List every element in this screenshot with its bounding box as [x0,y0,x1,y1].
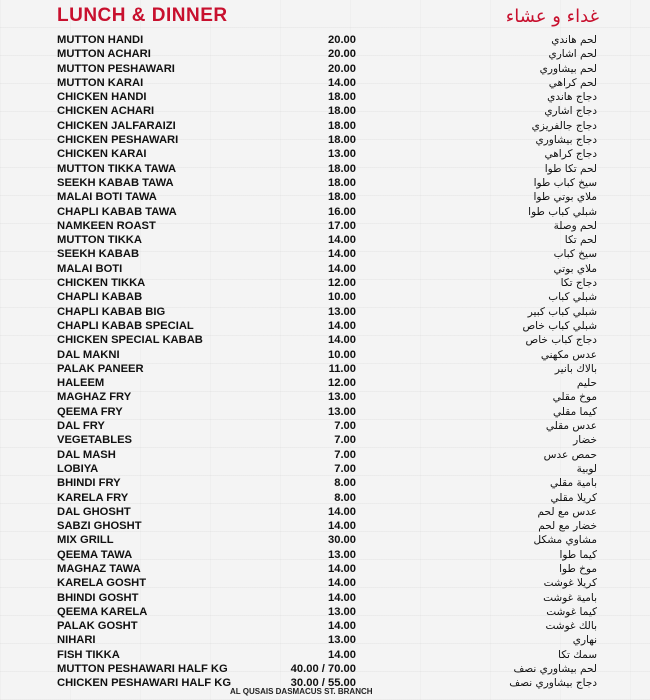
menu-item-name-ar: كيما غوشت [546,605,597,618]
menu-item-name-ar: شبلي كباب طوا [528,205,597,218]
menu-item-row [0,290,650,304]
menu-item-name-en: VEGETABLES [57,434,133,447]
menu-item-name-en: SABZI GHOSHT [57,520,142,533]
menu-item-price: 12.00 [328,377,356,390]
menu-item-row [0,619,650,633]
menu-item-price: 12.00 [328,277,356,290]
menu-item-row [0,605,650,619]
menu-item-price: 30.00 / 55.00 [290,677,356,690]
menu-item-price: 13.00 [328,605,356,618]
menu-item-price: 20.00 [328,34,356,46]
menu-item-name-en: DAL MASH [57,448,116,461]
menu-item-name-en: DAL FRY [57,420,105,433]
menu-item-name-en: MUTTON TIKKA TAWA [57,162,177,175]
menu-item-row [0,519,650,533]
menu-item-name-en: MALAI BOTI TAWA [57,191,157,204]
menu-item-row [0,348,650,362]
menu-item-row [0,591,650,605]
menu-item-name-ar: لوبية [576,462,597,475]
branch-footer: AL QUSAIS DASMACUS ST. BRANCH [230,687,373,696]
menu-item-row [0,476,650,490]
menu-item-row [0,448,650,462]
menu-item-price: 11.00 [328,362,356,375]
menu-item-name-ar: دجاج كباب خاص [525,334,597,347]
menu-item-name-ar: لحم بيشاوري [539,62,597,75]
menu-item-name-en: CHICKEN SPECIAL KABAB [57,334,203,347]
menu-item-name-en: CHAPLI KABAB BIG [57,305,166,318]
menu-item-row [0,333,650,347]
menu-item-name-en: MAGHAZ TAWA [57,562,141,575]
menu-item-name-en: KARELA GOSHT [57,577,147,590]
menu-item-name-ar: دجاج بيشاوري نصف [509,677,597,690]
menu-item-name-en: MIX GRILL [57,534,114,547]
menu-item-name-en: CHICKEN PESHAWARI [57,134,179,147]
menu-item-row [0,247,650,261]
menu-item-price: 13.00 [328,148,356,161]
menu-item-name-ar: دجاج جالفريزي [531,119,597,132]
menu-item-name-en: CHICKEN TIKKA [57,277,146,290]
menu-item-price: 18.00 [328,105,356,118]
menu-item-price: 14.00 [328,248,356,261]
menu-item-name-ar: شبلي كباب خاص [522,319,597,332]
menu-item-price: 13.00 [328,391,356,404]
menu-item-name-en: CHICKEN ACHARI [57,105,155,118]
menu-item-name-ar: لحم بيشاوري نصف [513,663,597,676]
menu-item-name-ar: مشاوي مشكل [533,534,597,547]
menu-item-price: 40.00 / 70.00 [290,663,356,676]
menu-item-name-ar: موخ مقلي [552,391,597,404]
menu-item-price: 13.00 [328,634,356,647]
menu-item-name-en: PALAK PANEER [57,362,144,375]
menu-item-price: 18.00 [328,91,356,104]
menu-item-name-en: HALEEM [57,377,105,390]
menu-item-name-ar: عدس مكهني [540,348,597,361]
menu-item-name-ar: بامية مقلي [549,477,597,490]
menu-item-name-en: MAGHAZ FRY [57,391,132,404]
menu-item-price: 18.00 [328,176,356,189]
menu-item-row [0,76,650,90]
menu-item-name-ar: لحم وصلة [553,219,597,232]
menu-item-name-en: LOBIYA [57,462,99,475]
menu-item-row [0,362,650,376]
menu-item-row [0,576,650,590]
menu-item-name-en: MUTTON ACHARI [57,48,151,61]
menu-item-name-en: QEEMA TAWA [57,548,133,561]
menu-item-name-en: CHICKEN PESHAWARI HALF KG [57,677,232,690]
menu-item-name-en: PALAK GOSHT [57,620,138,633]
menu-item-price: 14.00 [328,591,356,604]
menu-item-name-ar: بامية غوشت [543,591,597,604]
menu-item-name-en: FISH TIKKA [57,648,120,661]
menu-item-row [0,133,650,147]
menu-item-row [0,262,650,276]
menu-item-row [0,662,650,676]
menu-item-name-en: NIHARI [57,634,96,647]
menu-list [0,33,650,691]
menu-item-row [0,491,650,505]
menu-item-row [0,376,650,390]
menu-item-name-ar: شبلي كباب [548,291,597,304]
menu-item-name-ar: كيما طوا [559,548,597,561]
menu-item-row [0,233,650,247]
menu-item-name-ar: سيخ كباب طوا [533,176,597,189]
menu-item-price: 13.00 [328,548,356,561]
menu-item-price: 18.00 [328,119,356,132]
menu-item-price: 7.00 [334,434,356,447]
menu-item-name-ar: حليم [576,377,597,390]
menu-item-name-ar: عدس مقلي [545,420,597,433]
menu-item-name-en: BHINDI GOSHT [57,591,139,604]
menu-item-price: 14.00 [328,319,356,332]
menu-item-row [0,119,650,133]
menu-item-name-en: SEEKH KABAB [57,248,140,261]
menu-item-price: 18.00 [328,162,356,175]
menu-item-name-ar: لحم تكا [564,234,597,247]
menu-item-price: 8.00 [334,491,356,504]
menu-item-name-ar: عدس مع لحم [537,505,597,518]
menu-item-price: 30.00 [328,534,356,547]
menu-item-name-ar: شبلي كباب كبير [527,305,597,318]
menu-item-row [0,147,650,161]
menu-title-ar: غداء و عشاء [505,6,599,27]
menu-item-name-ar: بالك غوشت [545,620,597,633]
menu-item-name-ar: موخ طوا [559,562,597,575]
menu-item-price: 17.00 [328,219,356,232]
menu-item-price: 13.00 [328,405,356,418]
menu-item-row [0,319,650,333]
menu-item-name-ar: بالاك بانير [554,362,597,375]
menu-item-name-en: KARELA FRY [57,491,129,504]
menu-item-price: 14.00 [328,648,356,661]
menu-item-name-en: DAL MAKNI [57,348,120,361]
menu-item-name-en: MUTTON PESHAWARI HALF KG [57,663,228,676]
menu-title-en: LUNCH & DINNER [57,5,228,26]
menu-item-name-ar: نهاري [572,634,597,647]
menu-item-row [0,33,650,47]
menu-item-name-en: CHAPLI KABAB TAWA [57,205,177,218]
menu-item-name-en: CHICKEN HANDI [57,91,147,104]
menu-item-price: 14.00 [328,234,356,247]
menu-item-price: 20.00 [328,62,356,75]
menu-item-name-ar: لحم هاندي [551,34,597,46]
menu-item-row [0,505,650,519]
menu-item-row [0,176,650,190]
menu-item-price: 14.00 [328,262,356,275]
menu-item-row [0,562,650,576]
menu-item-name-en: MALAI BOTI [57,262,123,275]
menu-item-name-en: MUTTON KARAI [57,76,144,89]
menu-item-row [0,47,650,61]
menu-item-row [0,219,650,233]
menu-item-row [0,533,650,547]
menu-item-row [0,462,650,476]
menu-item-row [0,276,650,290]
menu-item-row [0,419,650,433]
menu-item-name-en: QEEMA KARELA [57,605,148,618]
menu-item-name-en: NAMKEEN ROAST [57,219,156,232]
menu-item-name-ar: خضار مع لحم [538,520,597,533]
menu-item-price: 14.00 [328,520,356,533]
menu-item-price: 10.00 [328,291,356,304]
menu-item-row [0,62,650,76]
menu-item-name-ar: خضار [573,434,597,447]
menu-item-row [0,648,650,662]
menu-item-price: 14.00 [328,562,356,575]
menu-item-name-en: MUTTON HANDI [57,34,144,46]
menu-item-price: 7.00 [334,462,356,475]
menu-item-name-en: BHINDI FRY [57,477,121,490]
menu-item-name-en: QEEMA FRY [57,405,123,418]
menu-item-row [0,633,650,647]
menu-item-row [0,305,650,319]
menu-item-name-en: CHAPLI KABAB [57,291,143,304]
menu-item-name-en: DAL GHOSHT [57,505,131,518]
menu-item-price: 8.00 [334,477,356,490]
menu-item-name-ar: كريلا غوشت [543,577,597,590]
menu-item-row [0,162,650,176]
menu-item-name-ar: دجاج هاندي [547,91,597,104]
menu-item-name-en: SEEKH KABAB TAWA [57,176,174,189]
menu-item-price: 14.00 [328,76,356,89]
menu-item-price: 14.00 [328,620,356,633]
menu-item-price: 14.00 [328,505,356,518]
menu-item-name-en: CHAPLI KABAB SPECIAL [57,319,194,332]
menu-item-row [0,104,650,118]
menu-item-price: 18.00 [328,191,356,204]
menu-item-price: 13.00 [328,305,356,318]
menu-item-price: 14.00 [328,334,356,347]
menu-item-row [0,205,650,219]
menu-item-name-ar: دجاج تكا [560,277,597,290]
menu-item-name-ar: كريلا مقلي [550,491,597,504]
menu-item-name-ar: دجاج اشاري [544,105,597,118]
menu-item-price: 20.00 [328,48,356,61]
menu-item-name-en: MUTTON PESHAWARI [57,62,175,75]
menu-item-name-ar: لحم كراهي [548,76,597,89]
menu-item-row [0,433,650,447]
menu-item-name-ar: دجاج بيشاوري [535,134,597,147]
menu-item-row [0,390,650,404]
menu-item-name-ar: حمص عدس [543,448,597,461]
menu-item-name-ar: ملاي بوتي طوا [533,191,597,204]
menu-item-row [0,90,650,104]
menu-item-name-ar: سمك تكا [558,648,597,661]
menu-item-price: 10.00 [328,348,356,361]
menu-item-row [0,190,650,204]
menu-item-name-ar: كيما مقلي [553,405,597,418]
menu-item-name-en: CHICKEN JALFARAIZI [57,119,176,132]
menu-item-row [0,405,650,419]
menu-item-price: 7.00 [334,420,356,433]
menu-item-name-ar: لحم اشاري [548,48,597,61]
menu-item-name-ar: لحم تكا طوا [544,162,597,175]
menu-item-name-ar: دجاج كراهي [544,148,597,161]
menu-item-price: 18.00 [328,134,356,147]
menu-item-price: 14.00 [328,577,356,590]
menu-item-price: 7.00 [334,448,356,461]
menu-item-name-ar: ملاي بوتي [553,262,597,275]
menu-item-name-ar: سيخ كباب [553,248,597,261]
menu-item-price: 16.00 [328,205,356,218]
menu-item-name-en: MUTTON TIKKA [57,234,142,247]
menu-item-name-en: CHICKEN KARAI [57,148,147,161]
menu-item-row [0,548,650,562]
